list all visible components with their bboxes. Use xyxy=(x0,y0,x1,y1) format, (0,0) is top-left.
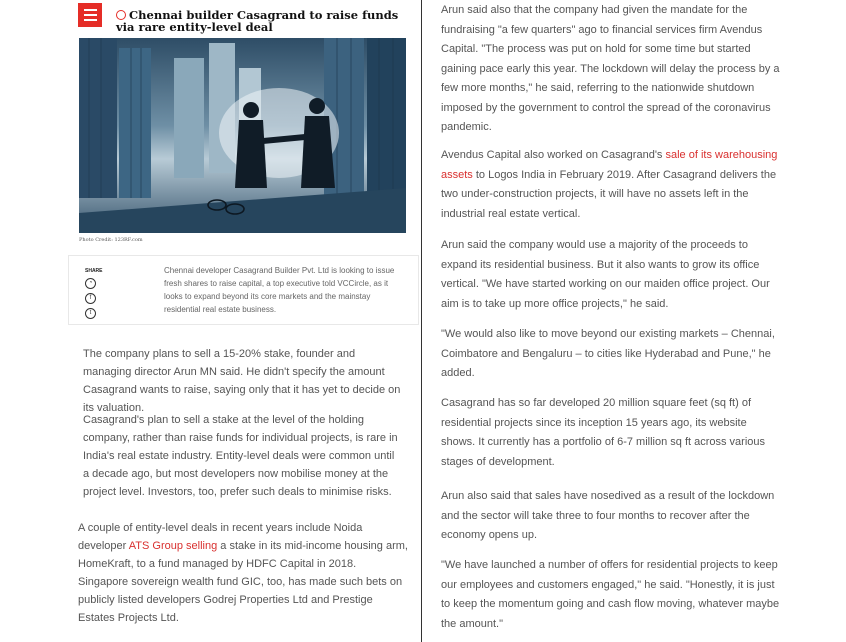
business-handshake-illustration xyxy=(79,38,406,233)
paragraph: A couple of entity-level deals in recent years include Noida developer ATS Group selling a stake in its mid-income housing arm, HomeKraft, to a fund managed by HDFC Capital in 2018. Singapore sovereign wealth fund GIC, too, has made such bets on publicly listed developers Godrej Properties Ltd and Prestige Estates Projects Ltd. xyxy=(78,522,408,624)
paragraph: Arun said also that the company had given the mandate for the fundraising "a few quarters" ago to financial services firm Avendus Capital. "The process was put on hold for some time but started gaining pace early this year. The lockdown will delay the process by a few more months," he said, referring to the nationwide shutdown imposed by the government to control the spread of the coronavirus pandemic. xyxy=(441,4,780,133)
whatsapp-icon[interactable]: ◔ xyxy=(85,278,96,289)
share-summary-box xyxy=(68,255,419,325)
twitter-icon[interactable]: t xyxy=(85,308,96,319)
paragraph: Avendus Capital also worked on Casagrand's sale of its warehousing assets to Logos India in February 2019. After Casagrand delivers the two under-construction projects, it will have no assets left in the industrial real estate vertical. xyxy=(441,149,778,220)
paragraph: "We would also like to move beyond our existing markets – Chennai, Coimbatore and Bengaluru – to cities like Hyderabad and Pune," he added. xyxy=(441,328,775,379)
clock-icon xyxy=(116,10,126,20)
warehousing-sale-link[interactable]: sale of its warehousing assets xyxy=(441,149,778,181)
share-label: SHARE xyxy=(85,268,103,274)
photo-credit: Photo Credit: 123RF.com xyxy=(79,237,143,243)
left-page xyxy=(0,0,421,642)
hero-image xyxy=(79,38,406,233)
article-summary: Chennai developer Casagrand Builder Pvt. Ltd is looking to issue fresh shares to raise capital, a top executive told VCCircle, as it looks to expand beyond its core markets and the mainstay residential real estate business. xyxy=(164,266,395,314)
right-page xyxy=(422,0,846,642)
article-headline: Chennai builder Casagrand to raise funds via rare entity-level deal xyxy=(116,8,399,34)
paragraph: "We have launched a number of offers for residential projects to keep our employees and customers engaged," he said. "Honestly, it is just to keep the momentum going and cash flow moving, whatever maybe the amount." xyxy=(441,559,780,630)
hamburger-menu-icon[interactable] xyxy=(78,3,102,27)
paragraph: Casagrand has so far developed 20 million square feet (sq ft) of residential projects since its inception 15 years ago, its website shows. It currently has a portfolio of 6-7 million sq ft across various stages of development. xyxy=(441,397,766,468)
paragraph: The company plans to sell a 15-20% stake, founder and managing director Arun MN said. He didn't specify the amount Casagrand wants to raise, saying only that it has yet to decide on its valuation. xyxy=(83,348,401,414)
ats-group-link[interactable]: ATS Group selling xyxy=(128,540,218,552)
paragraph: Arun said the company would use a majority of the proceeds to expand its residential business. But it also wants to grow its office vertical. "We have started working on our maiden office project. Our aim is to take up more office projects," he said. xyxy=(441,239,770,310)
paragraph: Arun also said that sales have nosedived as a result of the lockdown and the sector will take three to four months to recover after the economy opens up. xyxy=(441,490,775,541)
facebook-icon[interactable]: f xyxy=(85,293,96,304)
paragraph: Casagrand's plan to sell a stake at the level of the holding company, rather than raise funds for individual projects, is rare in India's real estate industry. Entity-level deals were common until a decade ago, but most developers now mobilise money at the project level. Investors, too, prefer such deals to minimise risks. xyxy=(83,414,398,498)
